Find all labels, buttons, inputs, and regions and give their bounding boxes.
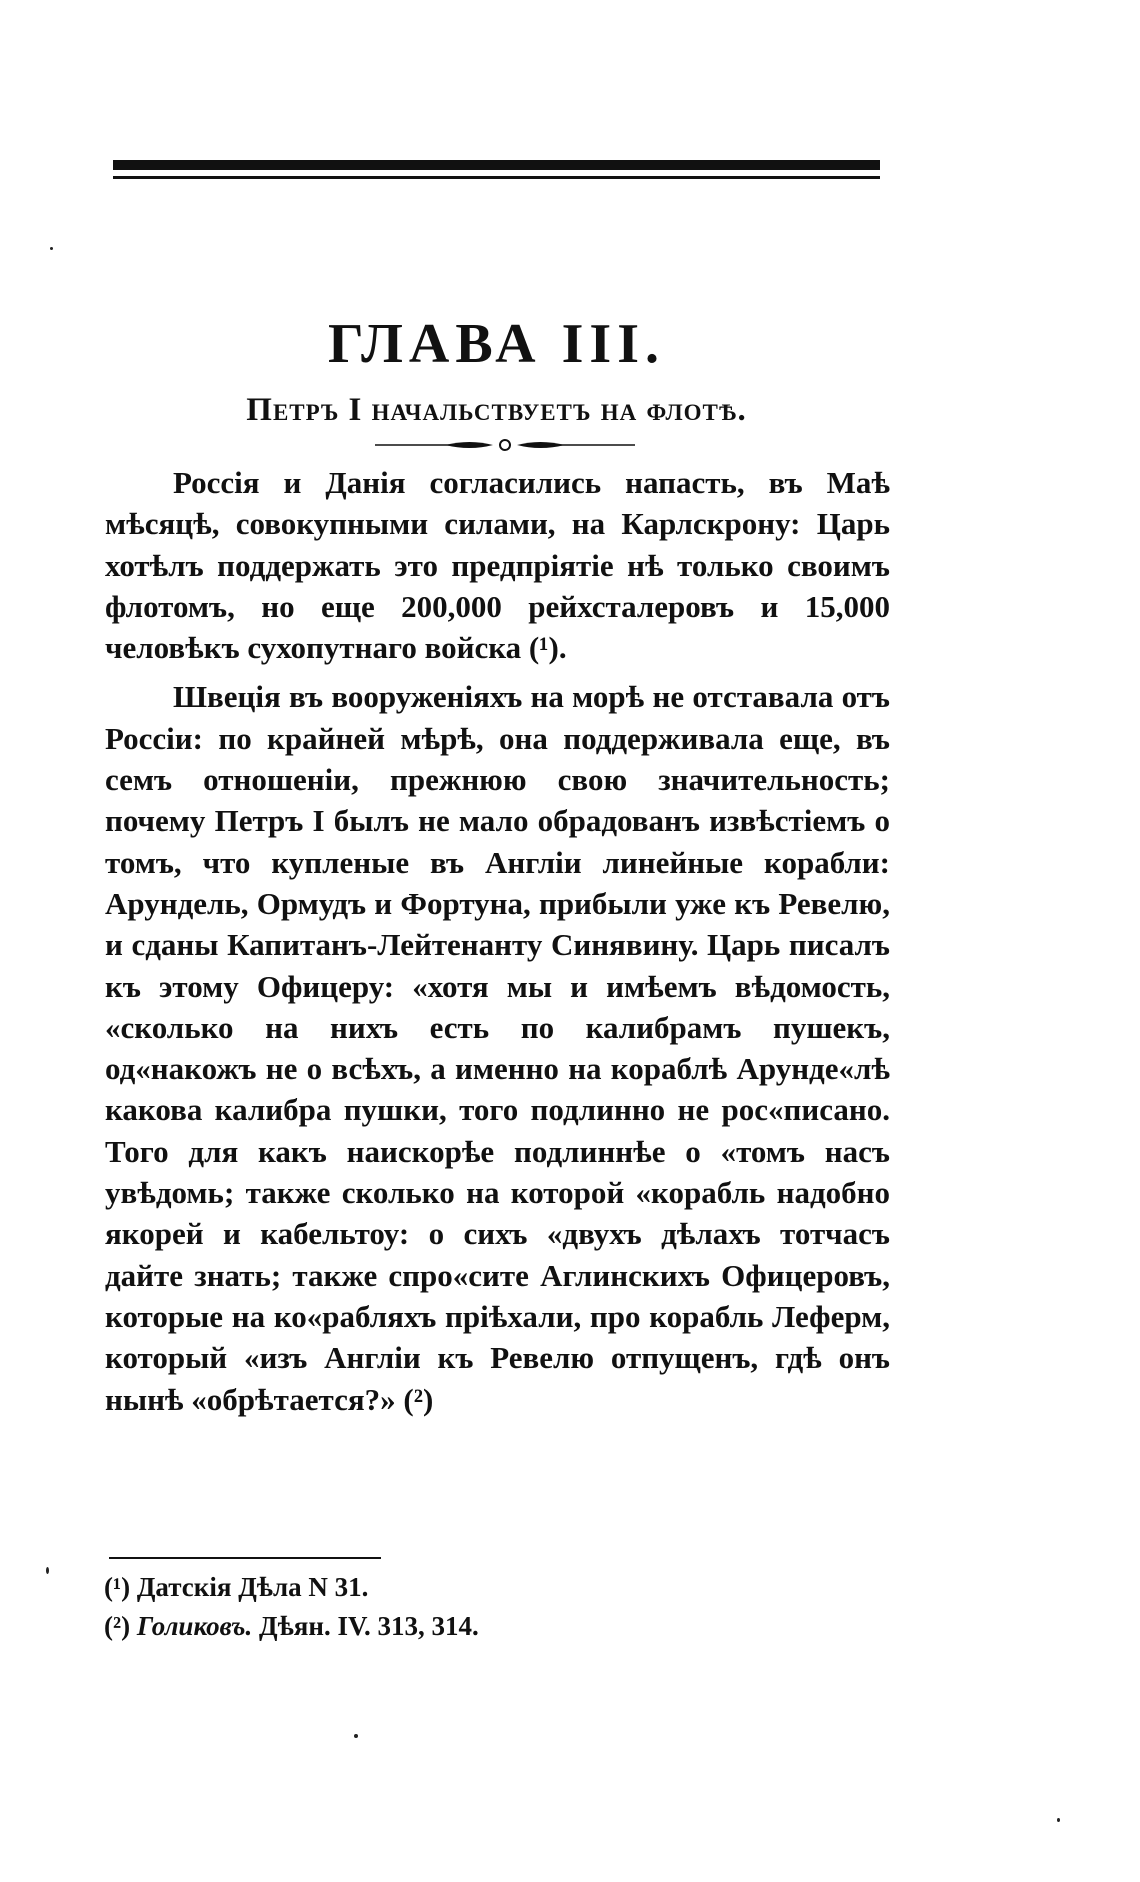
footnote-marker: (¹) bbox=[104, 1572, 131, 1602]
print-speck bbox=[1057, 1818, 1060, 1822]
footnotes bbox=[104, 1568, 804, 1646]
paragraph-2 bbox=[105, 676, 890, 1419]
print-speck bbox=[50, 247, 53, 250]
ornament-divider-icon bbox=[375, 435, 635, 455]
print-speck bbox=[46, 1567, 49, 1574]
print-speck bbox=[354, 1734, 358, 1738]
paragraph-1 bbox=[105, 462, 890, 668]
footnote-text: Дѣян. IV. 313, 314. bbox=[259, 1611, 479, 1641]
footnote-2 bbox=[104, 1607, 804, 1646]
footnote-text: Датскія Дѣла N 31. bbox=[136, 1572, 369, 1602]
paragraph-1-text: Россія и Данія согласились напасть, въ Маѣ мѣсяцѣ, совокупными силами, на Карлскрону: Царь хотѣлъ поддержать это предпріятіе нѣ только своимъ флотомъ, но еще 200,000 рейхсталеровъ и 15,000 человѣкъ сухопутнаго войска bbox=[105, 465, 890, 666]
chapter-subtitle: Петръ I начальствуетъ на флотѣ. bbox=[246, 392, 747, 428]
footnote-author: Голиковъ. bbox=[136, 1611, 253, 1641]
chapter-title: ГЛАВА III. bbox=[328, 313, 665, 375]
header-rule-thin bbox=[113, 176, 880, 179]
paragraph-1-tail: . bbox=[558, 630, 567, 666]
footnote-ref-1: (¹) bbox=[528, 630, 559, 666]
header-rule-thick bbox=[113, 160, 880, 170]
footnote-1 bbox=[104, 1568, 804, 1607]
footnote-ref-2: (²) bbox=[403, 1381, 434, 1417]
footnote-marker: (²) bbox=[104, 1611, 131, 1641]
body-text bbox=[105, 462, 890, 1420]
footnote-separator bbox=[109, 1557, 381, 1559]
paragraph-2-text: Швеція въ вооруженіяхъ на морѣ не отставала отъ Россіи: по крайней мѣрѣ, она поддерживала еще, въ семъ отношеніи, прежнюю свою значительность; почему Петръ I былъ не мало обрадованъ извѣстіемъ о томъ, что купленые въ Англіи линейные корабли: Арундель, Ормудъ и Фортуна, прибыли уже къ Ревелю, и сданы Капитанъ-Лейтенанту Синявину. Царь писалъ къ этому Офицеру: «хотя мы и имѣемъ вѣдомость, «сколько на нихъ есть по калибрамъ пушекъ, од«накожъ не о всѣхъ, а именно на кораблѣ Арунде«лѣ какова калибра пушки, того подлинно не рос«писано. Того для какъ наискорѣе подлиннѣе о «томъ насъ увѣдомь; также сколько на которой «корабль надобно якорей и кабельтоу: о сихъ «двухъ дѣлахъ тотчасъ дайте знать; также спро«сите Аглинскихъ Офицеровъ, которые на ко«рабляхъ пріѣхали, про корабль Леферм, который «изъ Англіи къ Ревелю отпущенъ, гдѣ онъ нынѣ «обрѣтается?» bbox=[105, 679, 890, 1417]
